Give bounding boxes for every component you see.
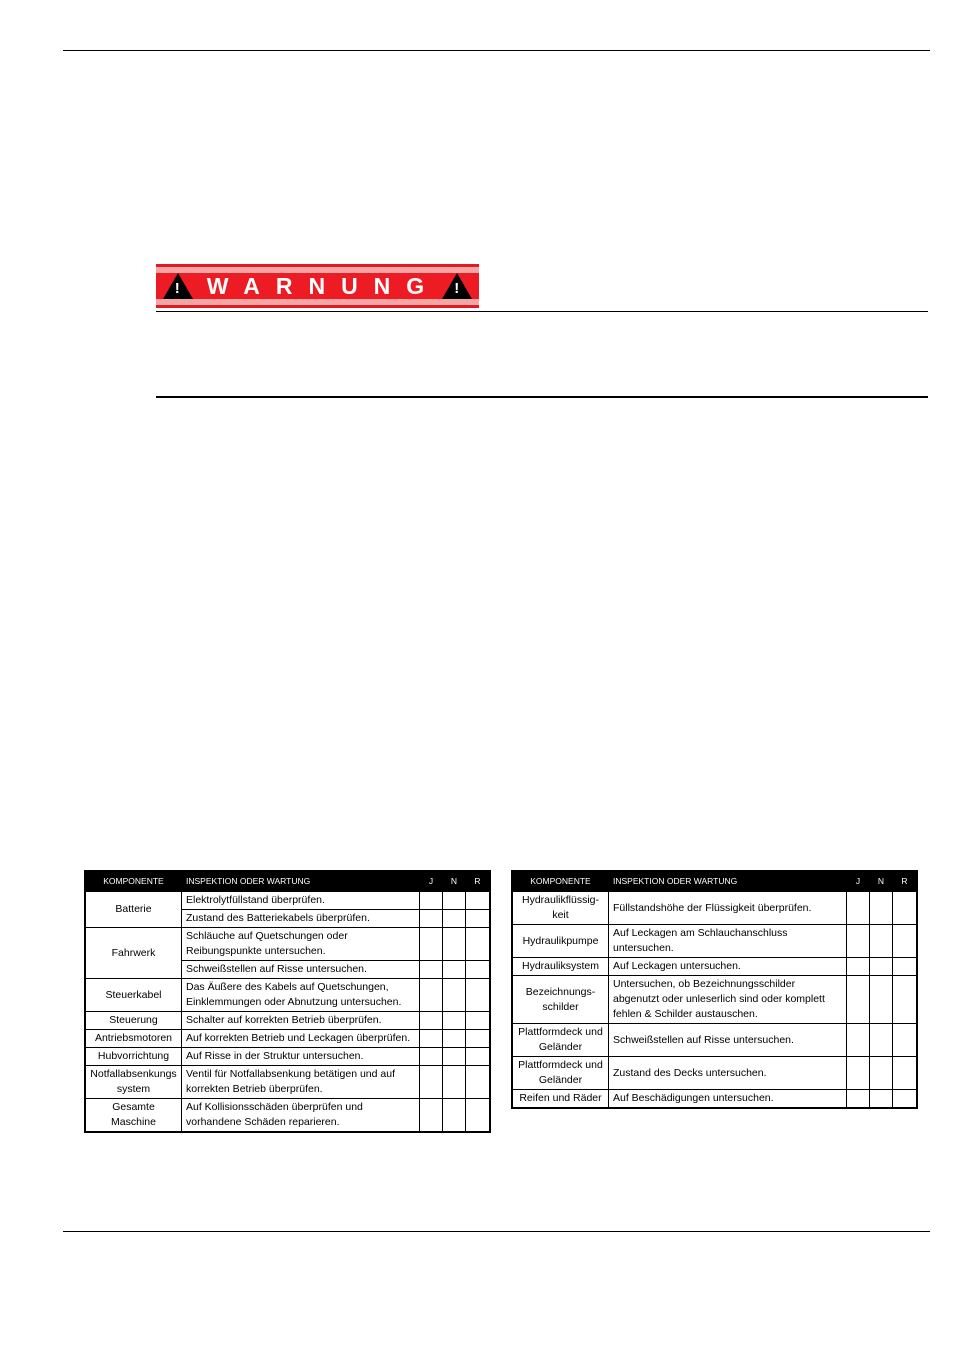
task-cell: Füllstandshöhe der Flüssigkeit überprüfen. xyxy=(609,892,847,925)
checkbox-j[interactable] xyxy=(420,892,443,910)
checkbox-r[interactable] xyxy=(893,892,917,925)
checkbox-n[interactable] xyxy=(443,1099,466,1132)
checkbox-n[interactable] xyxy=(870,892,893,925)
table-header-row xyxy=(86,872,490,892)
table-row xyxy=(513,958,917,976)
component-cell: Batterie xyxy=(86,892,182,928)
checkbox-j[interactable] xyxy=(847,976,870,1024)
left-inspection-table xyxy=(85,871,490,1132)
right-inspection-table xyxy=(512,871,917,1108)
column-header: INSPEKTION ODER WARTUNG xyxy=(609,872,847,892)
bottom-rule xyxy=(63,1231,930,1232)
task-cell: Ventil für Notfallabsenkung betätigen und auf korrekten Betrieb überprüfen. xyxy=(182,1066,420,1099)
column-header: R xyxy=(893,872,917,892)
checkbox-r[interactable] xyxy=(466,979,490,1012)
warning-label: WARNUNG xyxy=(206,273,441,299)
warning-triangle-icon: ! xyxy=(442,273,472,299)
column-header: KOMPONENTE xyxy=(513,872,609,892)
table-row xyxy=(513,1057,917,1090)
component-cell: Hydraulikpumpe xyxy=(513,925,609,958)
task-cell: Schweißstellen auf Risse untersuchen. xyxy=(609,1024,847,1057)
checkbox-j[interactable] xyxy=(847,892,870,925)
checkbox-j[interactable] xyxy=(420,961,443,979)
component-cell: Plattformdeck und Geländer xyxy=(513,1057,609,1090)
checkbox-r[interactable] xyxy=(466,1012,490,1030)
checkbox-r[interactable] xyxy=(466,1066,490,1099)
component-cell: Fahrwerk xyxy=(86,928,182,979)
checkbox-n[interactable] xyxy=(443,1030,466,1048)
task-cell: Elektrolytfüllstand überprüfen. xyxy=(182,892,420,910)
checkbox-n[interactable] xyxy=(443,1048,466,1066)
task-cell: Zustand des Batteriekabels überprüfen. xyxy=(182,910,420,928)
checkbox-j[interactable] xyxy=(420,1099,443,1132)
task-cell: Auf Beschädigungen untersuchen. xyxy=(609,1090,847,1108)
checkbox-r[interactable] xyxy=(893,925,917,958)
task-cell: Auf korrekten Betrieb und Leckagen überprüfen. xyxy=(182,1030,420,1048)
table-header-row xyxy=(513,872,917,892)
task-cell: Zustand des Decks untersuchen. xyxy=(609,1057,847,1090)
checkbox-j[interactable] xyxy=(847,1024,870,1057)
checkbox-n[interactable] xyxy=(443,910,466,928)
task-cell: Untersuchen, ob Bezeichnungsschilder abgenutzt oder unleserlich sind oder komplett fehlen & Schilder austauschen. xyxy=(609,976,847,1024)
warning-top-rule xyxy=(156,311,928,312)
checkbox-r[interactable] xyxy=(466,910,490,928)
checkbox-n[interactable] xyxy=(870,1057,893,1090)
checkbox-j[interactable] xyxy=(420,928,443,961)
table-row xyxy=(513,1090,917,1108)
task-cell: Schalter auf korrekten Betrieb überprüfen. xyxy=(182,1012,420,1030)
component-cell: Hydraulikflüssig-keit xyxy=(513,892,609,925)
checkbox-r[interactable] xyxy=(466,961,490,979)
column-header: R xyxy=(466,872,490,892)
checkbox-n[interactable] xyxy=(870,976,893,1024)
checkbox-j[interactable] xyxy=(420,1012,443,1030)
checkbox-j[interactable] xyxy=(847,958,870,976)
top-rule xyxy=(63,50,930,51)
checkbox-n[interactable] xyxy=(870,958,893,976)
checkbox-j[interactable] xyxy=(847,925,870,958)
warning-triangle-icon: ! xyxy=(163,273,193,299)
component-cell: Notfallabsenkungs system xyxy=(86,1066,182,1099)
task-cell: Auf Leckagen untersuchen. xyxy=(609,958,847,976)
task-cell: Das Äußere des Kabels auf Quetschungen, Einklemmungen oder Abnutzung untersuchen. xyxy=(182,979,420,1012)
component-cell: Hubvorrichtung xyxy=(86,1048,182,1066)
checkbox-r[interactable] xyxy=(893,1057,917,1090)
component-cell: Bezeichnungs-schilder xyxy=(513,976,609,1024)
checkbox-n[interactable] xyxy=(870,925,893,958)
checkbox-j[interactable] xyxy=(847,1090,870,1108)
checkbox-r[interactable] xyxy=(466,1030,490,1048)
checkbox-n[interactable] xyxy=(443,979,466,1012)
table-row xyxy=(86,979,490,1012)
checkbox-n[interactable] xyxy=(443,892,466,910)
checkbox-n[interactable] xyxy=(443,1066,466,1099)
table-row xyxy=(86,1066,490,1099)
component-cell: Steuerkabel xyxy=(86,979,182,1012)
component-cell: Reifen und Räder xyxy=(513,1090,609,1108)
table-row xyxy=(513,925,917,958)
checkbox-r[interactable] xyxy=(893,1024,917,1057)
warning-bottom-rule xyxy=(156,396,928,398)
checkbox-j[interactable] xyxy=(420,979,443,1012)
checkbox-r[interactable] xyxy=(466,892,490,910)
warning-banner xyxy=(156,264,479,308)
column-header: KOMPONENTE xyxy=(86,872,182,892)
checkbox-n[interactable] xyxy=(870,1090,893,1108)
task-cell: Auf Leckagen am Schlauchanschluss untersuchen. xyxy=(609,925,847,958)
task-cell: Schläuche auf Quetschungen oder Reibungspunkte untersuchen. xyxy=(182,928,420,961)
checkbox-j[interactable] xyxy=(420,1048,443,1066)
table-row xyxy=(86,1099,490,1132)
column-header: J xyxy=(847,872,870,892)
column-header: N xyxy=(870,872,893,892)
table-row xyxy=(86,928,490,961)
checkbox-r[interactable] xyxy=(893,1090,917,1108)
checkbox-j[interactable] xyxy=(420,910,443,928)
checkbox-j[interactable] xyxy=(847,1057,870,1090)
checkbox-r[interactable] xyxy=(466,1048,490,1066)
checkbox-n[interactable] xyxy=(443,961,466,979)
checkbox-r[interactable] xyxy=(893,976,917,1024)
task-cell: Auf Risse in der Struktur untersuchen. xyxy=(182,1048,420,1066)
checkbox-n[interactable] xyxy=(443,1012,466,1030)
task-cell: Auf Kollisionsschäden überprüfen und vorhandene Schäden reparieren. xyxy=(182,1099,420,1132)
checkbox-j[interactable] xyxy=(420,1066,443,1099)
checkbox-r[interactable] xyxy=(466,928,490,961)
component-cell: Steuerung xyxy=(86,1012,182,1030)
checkbox-n[interactable] xyxy=(443,928,466,961)
table-row xyxy=(86,1030,490,1048)
component-cell: Plattformdeck und Geländer xyxy=(513,1024,609,1057)
table-row xyxy=(513,976,917,1024)
table-row xyxy=(86,1012,490,1030)
checkbox-r[interactable] xyxy=(466,1099,490,1132)
column-header: N xyxy=(443,872,466,892)
component-cell: Hydrauliksystem xyxy=(513,958,609,976)
checkbox-r[interactable] xyxy=(893,958,917,976)
checkbox-j[interactable] xyxy=(420,1030,443,1048)
table-row xyxy=(513,1024,917,1057)
task-cell: Schweißstellen auf Risse untersuchen. xyxy=(182,961,420,979)
table-row xyxy=(513,892,917,925)
checkbox-n[interactable] xyxy=(870,1024,893,1057)
table-row xyxy=(86,1048,490,1066)
table-row xyxy=(86,892,490,910)
component-cell: Gesamte Maschine xyxy=(86,1099,182,1132)
component-cell: Antriebsmotoren xyxy=(86,1030,182,1048)
column-header: J xyxy=(420,872,443,892)
column-header: INSPEKTION ODER WARTUNG xyxy=(182,872,420,892)
